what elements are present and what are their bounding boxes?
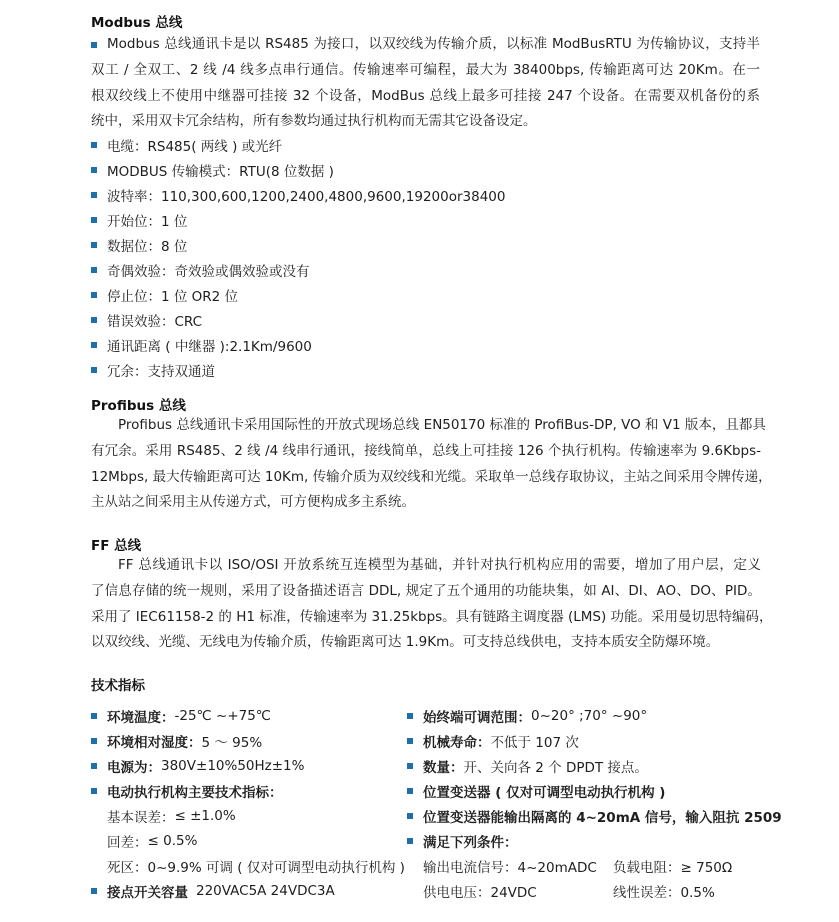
bullet-icon xyxy=(91,242,97,248)
spec-value: 0~9.9% 可调 ( 仅对可调型电动执行机构 ) xyxy=(147,859,405,876)
modbus-item-text: 数据位：8 位 xyxy=(107,238,188,255)
bullet-icon xyxy=(91,713,97,719)
specs-left-column xyxy=(91,703,405,903)
spec-label: 数量： xyxy=(423,759,464,776)
profibus-line: 12Mbps, 最大传输距离可达 10Km, 传输介质为双绞线和光缆。采取单一总线存取协议，主站之间采用令牌传递， xyxy=(91,468,772,485)
spec-main-specs xyxy=(91,778,401,803)
spec-label: 满足下列条件： xyxy=(423,834,518,851)
modbus-item xyxy=(91,157,334,182)
spec-hysteresis xyxy=(91,828,401,853)
spec-linearity xyxy=(613,881,715,901)
spec-label: 负载电阻： xyxy=(613,859,681,876)
spec-supply-row xyxy=(407,878,827,903)
modbus-intro-line: 统中，采用双卡冗余结构，所有参数均通过执行机构而无需其它设备设定。 xyxy=(91,113,537,130)
modbus-intro-line: Modbus 总线通讯卡是以 RS485 为接口，以双绞线为传输介质，以标准 ModBusRTU 为传输协议，支持半 xyxy=(107,36,760,52)
spec-humidity xyxy=(91,728,401,753)
modbus-item-text: 通讯距离 ( 中继器 ):2.1Km/9600 xyxy=(107,338,312,355)
spec-value: 24VDC xyxy=(490,884,537,901)
bullet-icon xyxy=(91,142,97,148)
modbus-intro-line: 根双绞线上不使用中继器可挂接 32 个设备，ModBus 总线上最多可挂接 247 个设备。在需要双机备份的系 xyxy=(91,87,760,104)
bullet-icon xyxy=(91,763,97,769)
spec-label: 始终端可调范围： xyxy=(423,709,531,726)
spec-label: 电源为： xyxy=(107,759,161,776)
modbus-heading: Modbus 总线 xyxy=(91,15,183,31)
modbus-item xyxy=(91,282,238,307)
spec-isolated xyxy=(407,803,827,828)
profibus-heading: Profibus 总线 xyxy=(91,398,186,414)
spec-value: -25℃ ~+75℃ xyxy=(174,707,271,724)
spec-value: 380V±10%50Hz±1% xyxy=(161,757,305,774)
ff-line: 以双绞线、光缆、无线电为传输介质，传输距离可达 1.9Km。可支持总线供电，支持本质安全防爆环境。 xyxy=(91,634,720,651)
modbus-item xyxy=(91,307,202,332)
spec-transmitter xyxy=(407,778,827,803)
spec-value: ≤ ±1.0% xyxy=(174,807,236,824)
spec-power xyxy=(91,753,401,778)
spec-conditions xyxy=(407,828,827,853)
spec-value: 开、关向各 2 个 DPDT 接点。 xyxy=(463,759,648,776)
spec-value: 0~20° ;70° ~90° xyxy=(531,707,648,724)
ff-line: FF 总线通讯卡以 ISO/OSI 开放系统互连模型为基础，并针对执行机构应用的需要，增加了用户层，定义 xyxy=(118,557,761,573)
bullet-icon xyxy=(91,192,97,198)
bullet-icon xyxy=(407,713,413,719)
profibus-line: 主从站之间采用主从传递方式，可方便构成多主系统。 xyxy=(91,494,415,511)
spec-label: 线性误差： xyxy=(613,884,681,901)
modbus-item xyxy=(91,332,312,357)
spec-value: 不低于 107 次 xyxy=(490,734,579,751)
bullet-icon xyxy=(407,763,413,769)
bullet-icon xyxy=(91,217,97,223)
bullet-icon xyxy=(91,317,97,323)
modbus-item-text: 停止位：1 位 OR2 位 xyxy=(107,288,239,305)
spec-load-resistance xyxy=(613,856,732,876)
spec-dead-zone xyxy=(91,853,405,878)
bullet-icon xyxy=(91,788,97,794)
spec-label: 环境温度： xyxy=(107,709,175,726)
modbus-item-text: 电缆：RS485( 两线 ) 或光纤 xyxy=(107,138,283,155)
bullet-icon xyxy=(91,342,97,348)
spec-label: 位置变送器 ( 仅对可调型电动执行机构 ) xyxy=(423,784,666,801)
spec-label: 输出电流信号： xyxy=(423,859,518,876)
spec-value: 4~20mADC xyxy=(517,859,597,876)
spec-value: ≥ 750Ω xyxy=(680,859,733,876)
ff-paragraph xyxy=(91,553,773,656)
modbus-item-text: 错误效验：CRC xyxy=(107,313,203,330)
ff-heading: FF 总线 xyxy=(91,538,142,554)
modbus-item-text: MODBUS 传输模式：RTU(8 位数据 ) xyxy=(107,163,334,180)
spec-label: 位置变送器能输出隔离的 4~20mA 信号，输入阻抗 2509 xyxy=(423,809,782,826)
specs-right-column xyxy=(407,703,827,903)
ff-line: 采用了 IEC61158-2 的 H1 标准，传输速率为 31.25kbps。具有链路主调度器 (LMS) 功能。采用曼切思特编码， xyxy=(91,608,773,625)
modbus-item xyxy=(91,182,505,207)
modbus-item-text: 奇偶效验：奇效验或偶效验或没有 xyxy=(107,263,310,280)
profibus-line: 有冗余。采用 RS485、2 线 /4 线串行通讯，接线简单，总线上可挂接 126 个执行机构。传输速率为 9.6Kbps- xyxy=(91,442,761,459)
bullet-icon xyxy=(91,738,97,744)
modbus-intro-line: 双工 / 全双工、2 线 /4 线多点串行通信。传输速率可编程，最大为 38400bps, 传输距离可达 20Km。在一 xyxy=(91,61,760,78)
modbus-item xyxy=(91,357,215,382)
modbus-item-text: 开始位：1 位 xyxy=(107,213,188,230)
spec-env-temp xyxy=(91,703,401,728)
spec-value: 5 ～ 95% xyxy=(201,734,263,751)
spec-basic-error xyxy=(91,803,401,828)
spec-contact xyxy=(91,878,401,903)
bullet-icon xyxy=(407,813,413,819)
bullet-icon xyxy=(91,888,97,894)
bullet-icon xyxy=(91,267,97,273)
bullet-icon xyxy=(91,292,97,298)
spec-value: 0.5% xyxy=(680,884,715,901)
spec-label: 基本误差： xyxy=(107,809,175,826)
bullet-icon xyxy=(407,788,413,794)
profibus-paragraph xyxy=(91,413,772,516)
spec-output-row xyxy=(407,853,827,878)
spec-label: 环境相对湿度： xyxy=(107,734,202,751)
spec-supply-voltage xyxy=(423,881,613,901)
ff-line: 了信息存储的统一规则，采用了设备描述语言 DDL, 规定了五个通用的功能块集，如 AI、DI、AO、DO、PID。 xyxy=(91,582,761,599)
modbus-item xyxy=(91,257,310,282)
spec-quantity xyxy=(407,753,827,778)
spec-life xyxy=(407,728,827,753)
bullet-icon xyxy=(407,838,413,844)
modbus-intro-item xyxy=(91,32,760,135)
modbus-item xyxy=(91,207,187,232)
bullet-icon xyxy=(407,738,413,744)
bullet-icon xyxy=(91,167,97,173)
modbus-item-text: 波特率：110,300,600,1200,2400,4800,9600,19200or38400 xyxy=(107,188,506,205)
profibus-line: Profibus 总线通讯卡采用国际性的开放式现场总线 EN50170 标准的 ProfiBus-DP, VO 和 V1 版本，且都具 xyxy=(118,417,766,433)
modbus-item xyxy=(91,232,187,257)
spec-label: 电动执行机构主要技术指标： xyxy=(107,784,283,801)
spec-label: 回差： xyxy=(107,834,148,851)
spec-label: 死区： xyxy=(107,859,148,876)
spec-value: 220VAC5A 24VDC3A xyxy=(196,882,335,899)
spec-output-current xyxy=(423,856,613,876)
spec-value: ≤ 0.5% xyxy=(147,832,198,849)
specs-heading: 技术指标 xyxy=(91,678,145,694)
modbus-item xyxy=(91,132,282,157)
spec-label: 机械寿命： xyxy=(423,734,491,751)
spec-end-range xyxy=(407,703,827,728)
modbus-item-text: 冗余：支持双通道 xyxy=(107,363,215,380)
bullet-icon xyxy=(91,367,97,373)
spec-label: 供电电压： xyxy=(423,884,491,901)
bullet-icon xyxy=(91,42,97,48)
spec-label: 接点开关容量 xyxy=(107,884,188,901)
